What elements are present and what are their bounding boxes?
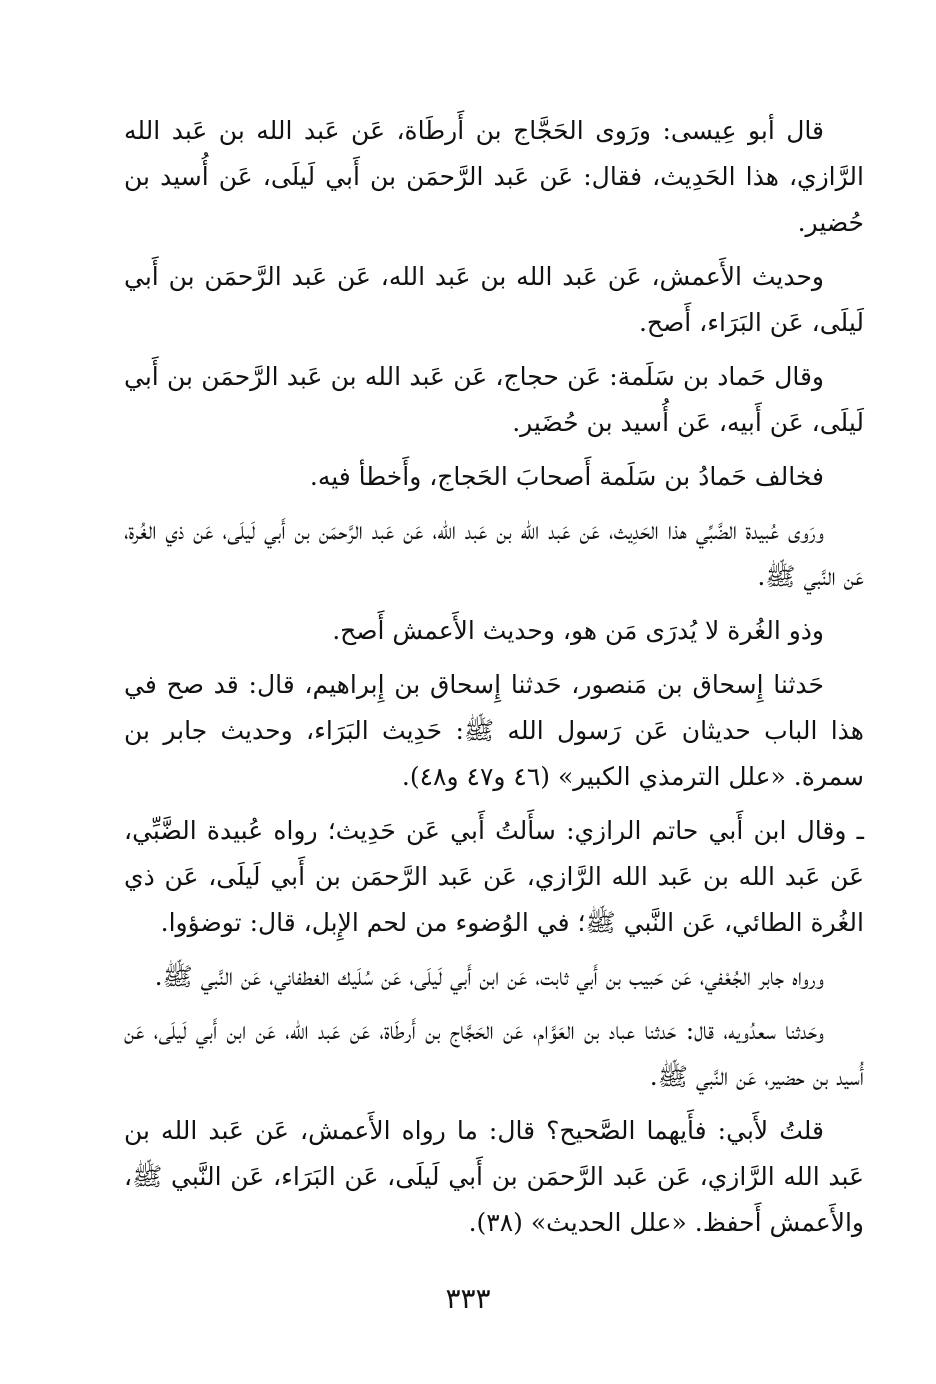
paragraph-1: قال أبو عِيسى: ورَوى الحَجَّاج بن أَرطَاة، عَن عَبد الله بن عَبد الله الرَّازي، هذا الحَدِيث، فقال: عَن عَبد الرَّحمَن بن أَبي لَيلَى، عَن أُسيد بن حُضير. [124,116,864,237]
paragraph-4: فخالف حَمادُ بن سَلَمة أَصحابَ الحَجاج، وأَخطأ فيه. [309,462,824,491]
paragraph-11: قلتُ لأَبي: فأَيهما الصَّحيح؟ قال: ما رواه الأَعمش، عَن عَبد الله بن عَبد الله الرَّازي، عَن عَبد الرَّحمَن بن أَبي لَيلَى، عَن البَرَاء، عَن النَّبي ﷺ، والأَعمش أَحفظ. «علل الحديث» (٣٨). [124,1116,864,1237]
paragraph-9: ورواه جابر الجُعْفي، عَن حَبيب بن أَبي ثابت، عَن ابن أَبي لَيلَى، عَن سُلَيك الغطفاني، عَن النَّبي ﷺ. [154,962,824,991]
paragraph-7: حَدثنا إِسحاق بن مَنصور، حَدثنا إِسحاق بن إِبراهيم، قال: قد صح في هذا الباب حديثان عَن رَسول الله ﷺ: حَدِيث البَرَاء، وحديث جابر بن سمرة. «علل الترمذي الكبير» (٤٦ و٤٧ و٤٨). [124,670,864,791]
paragraph-5: ورَوى عُبيدة الضَّبِّي هذا الحَدِيث، عَن عَبد الله بن عَبد الله، عَن عَبد الرَّحمَن بن أَبي لَيلَى، عَن ذي الغُرة، عَن النَّبي ﷺ. [124,516,864,591]
paragraph-3: وقال حَماد بن سَلَمة: عَن حجاج، عَن عَبد الله بن عَبد الرَّحمَن بن أَبي لَيلَى، عَن أَبيه، عَن أُسيد بن حُضَير. [124,362,864,437]
page-number: ٣٣٣ [445,1282,491,1315]
page-body [124,108,864,1254]
paragraph-2: وحديث الأَعمش، عَن عَبد الله بن عَبد الله، عَن عَبد الرَّحمَن بن أَبي لَيلَى، عَن البَرَاء، أَصح. [124,262,864,337]
paragraph-8: ـ وقال ابن أَبي حاتم الرازي: سأَلتُ أَبي عَن حَدِيث؛ رواه عُبيدة الضَّبِّي، عَن عَبد الله بن عَبد الله الرَّازي، عَن عَبد الرَّحمَن بن أَبي لَيلَى، عَن ذي الغُرة الطائي، عَن النَّبي ﷺ؛ في الوُضوء من لحم الإِبل، قال: توضؤوا. [124,816,864,937]
paragraph-6: وذو الغُرة لا يُدرَى مَن هو، وحديث الأَعمش أَصح. [332,616,824,645]
paragraph-10: وحَدثنا سعدُويه، قال: حَدثنا عباد بن العَوَّام، عَن الحَجَّاج بن أَرطَاة، عَن عَبد الله، عَن ابن أَبي لَيلَى، عَن أُسيد بن حضير، عَن النَّبي ﷺ. [124,1016,864,1091]
